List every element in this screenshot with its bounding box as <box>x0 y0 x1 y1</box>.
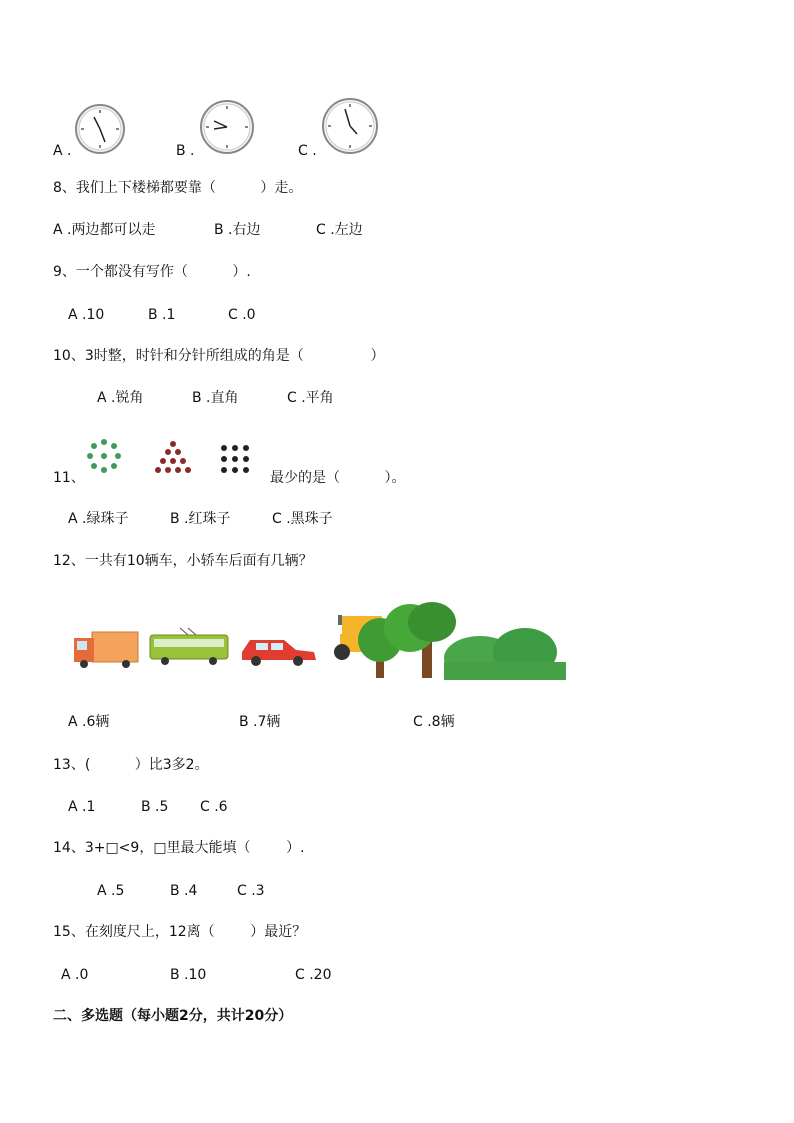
q9-stem: 9、一个都没有写作（ ）. <box>53 264 251 280</box>
q14-option-a: A .5 <box>97 883 125 899</box>
q12-stem: 12、一共有10辆车，小轿车后面有几辆？ <box>53 553 313 569</box>
q9-option-c: C .0 <box>228 307 256 323</box>
clock-a-icon <box>74 103 126 155</box>
vehicles-and-trees-illustration <box>70 600 570 682</box>
q14-option-b: B .4 <box>170 883 198 899</box>
q9-option-b: B .1 <box>148 307 176 323</box>
section-2-title: 二、多选题（每小题2分，共计20分） <box>53 1008 293 1024</box>
q14-option-c: C .3 <box>237 883 265 899</box>
q14-stem: 14、3+□<9，□里最大能填（ ）. <box>53 840 305 856</box>
q13-stem: 13、( ）比3多2。 <box>53 757 209 773</box>
q12-option-c: C .8辆 <box>413 714 455 730</box>
q12-option-a: A .6辆 <box>68 714 110 730</box>
q10-option-b: B .直角 <box>192 390 239 406</box>
clock-b-icon <box>199 99 255 155</box>
car-icon <box>242 640 316 666</box>
red-beads-icon <box>152 440 194 476</box>
q7-option-b: B . <box>176 143 195 159</box>
q15-option-b: B .10 <box>170 967 207 983</box>
q11-stem: 最少的是（ ）。 <box>270 470 406 486</box>
clock-c-icon <box>321 97 379 155</box>
q8-option-a: A .两边都可以走 <box>53 222 156 238</box>
q9-option-a: A .10 <box>68 307 105 323</box>
q10-option-a: A .锐角 <box>97 390 144 406</box>
bus-icon <box>150 628 228 665</box>
q15-option-a: A .0 <box>61 967 89 983</box>
q10-stem: 10、3时整，时针和分针所组成的角是（ ） <box>53 348 385 364</box>
q11-number: 11、 <box>53 470 85 486</box>
q8-stem: 8、我们上下楼梯都要靠（ ）走。 <box>53 180 303 196</box>
q11-option-b: B .红珠子 <box>170 511 231 527</box>
q13-option-c: C .6 <box>200 799 228 815</box>
green-beads-icon <box>84 438 124 474</box>
q15-option-c: C .20 <box>295 967 332 983</box>
q8-option-b: B .右边 <box>214 222 261 238</box>
q15-stem: 15、在刻度尺上，12离（ ）最近？ <box>53 924 307 940</box>
truck-icon <box>74 632 138 668</box>
q8-option-c: C .左边 <box>316 222 363 238</box>
q7-option-c: C . <box>298 143 317 159</box>
q7-option-a: A . <box>53 143 72 159</box>
q11-option-a: A .绿珠子 <box>68 511 129 527</box>
q11-option-c: C .黑珠子 <box>272 511 333 527</box>
q13-option-b: B .5 <box>141 799 169 815</box>
black-beads-icon <box>219 443 251 475</box>
q10-option-c: C .平角 <box>287 390 334 406</box>
q13-option-a: A .1 <box>68 799 96 815</box>
q12-option-b: B .7辆 <box>239 714 281 730</box>
trees-icon <box>358 602 566 680</box>
